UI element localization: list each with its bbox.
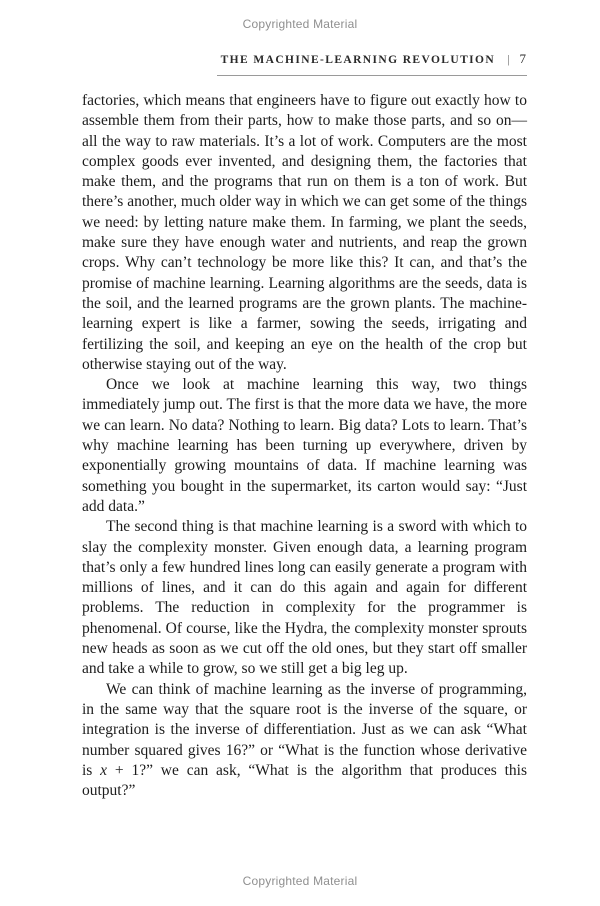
paragraph-4 xyxy=(82,680,527,802)
running-header xyxy=(0,50,527,76)
paragraph-1: factories, which means that engineers have to figure out exactly how to assemble them from their parts, how to make those parts, and so on—all the way to raw materials. It’s a lot of work. Computers are the most complex goods ever invented, and designing them, the factories that make them, and the programs that run on them is a ton of work. But there’s another, much older way in which we can get some of the things we need: by letting nature make them. In farming, we plant the seeds, make sure they have enough water and nutrients, and reap the grown crops. Why can’t technology be more like this? It can, and that’s the promise of machine learning. Learning algorithms are the seeds, data is the soil, and the learned programs are the grown plants. The machine-learning expert is like a farmer, sowing the seeds, irrigating and fertilizing the soil, and keeping an eye on the health of the crop but otherwise staying out of the way. xyxy=(82,92,527,373)
body-text xyxy=(82,91,527,801)
paragraph-4-text-after: + 1?” we can ask, “What is the algorithm that produces this output?” xyxy=(82,761,527,800)
copyright-notice-bottom: Copyrighted Material xyxy=(242,874,358,888)
paragraph-2: Once we look at machine learning this way, two things immediately jump out. The first is that the more data we have, the more we can learn. No data? Nothing to learn. Big data? Lots to learn. That’s why machine learning has been turning up everywhere, driven by exponentially growing mountains of data. If machine learning was something you bought in the supermarket, its carton would say: “Just add data.” xyxy=(82,376,527,515)
header-separator: | xyxy=(507,52,510,66)
paragraph-3: The second thing is that machine learning is a sword with which to slay the complexity monster. Given enough data, a learning program that’s only a few hundred lines long can easily generate a program with millions of lines, and it can do this again and again for different problems. The reduction in complexity for the programmer is phenomenal. Of course, like the Hydra, the complexity monster sprouts new heads as soon as we cut off the old ones, but they start off smaller and take a while to grow, so we still get a big leg up. xyxy=(82,518,527,678)
running-header-rule xyxy=(217,50,527,76)
page-number: 7 xyxy=(519,51,527,66)
paragraph-4-text-before: We can think of machine learning as the inverse of programming, in the same way that the square root is the inverse of the square, or integration is the inverse of differentiation. Just as we can ask “What number squared gives 16?” or “What is the function whose derivative is xyxy=(82,680,527,779)
copyright-notice-top: Copyrighted Material xyxy=(242,17,358,31)
paragraph-4-variable-x: x xyxy=(100,761,108,779)
chapter-title: THE MACHINE-LEARNING REVOLUTION xyxy=(220,54,496,66)
